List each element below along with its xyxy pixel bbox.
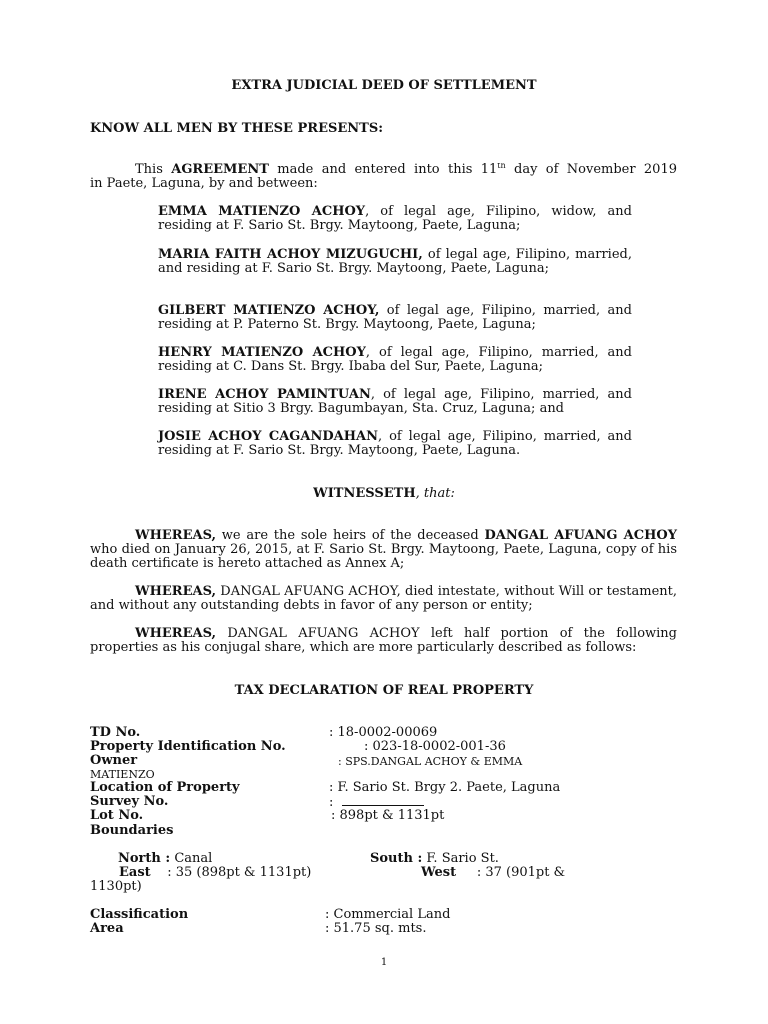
whereas-clause-2: WHEREAS, DANGAL AFUANG ACHOY, died intestate, without Will or testament, and without any outstanding debts in favor of any person or entity; (90, 584, 677, 613)
survey-value: : (329, 795, 424, 810)
party-emma: EMMA MATIENZO ACHOY, of legal age, Filipino, widow, and residing at F. Sario St. Brgy. Maytoong, Paete, Laguna; (158, 204, 632, 233)
opening-line: KNOW ALL MEN BY THESE PRESENTS: (90, 121, 384, 136)
party-irene: IRENE ACHOY PAMINTUAN, of legal age, Filipino, married, and residing at Sitio 3 Brgy. Bagumbayan, Sta. Cruz, Laguna; and (158, 387, 632, 416)
location-label: Location of Property (90, 780, 240, 795)
whereas-clause-3: WHEREAS, DANGAL AFUANG ACHOY left half portion of the following properties as his conjugal share, which are more particularly described as follows: (90, 626, 677, 655)
party-josie: JOSIE ACHOY CAGANDAHAN, of legal age, Filipino, married, and residing at F. Sario St. Brgy. Maytoong, Paete, Laguna. (158, 429, 632, 458)
td-label: TD No. (90, 725, 141, 740)
owner-value-continued: MATIENZO (90, 768, 155, 781)
boundary-south: South : F. Sario St. (370, 851, 499, 866)
boundary-west-continued: 1130pt) (90, 879, 142, 894)
boundaries-label: Boundaries (90, 823, 174, 838)
pin-label: Property Identification No. (90, 739, 286, 754)
witnesseth-heading: WITNESSETH, that: (313, 486, 455, 501)
survey-label: Survey No. (90, 794, 169, 809)
td-value: : 18-0002-00069 (329, 725, 438, 740)
page-number: 1 (380, 957, 388, 968)
boundary-north: North : Canal (118, 851, 213, 866)
party-henry: HENRY MATIENZO ACHOY, of legal age, Filipino, married, and residing at C. Dans St. Brgy. Ibaba del Sur, Paete, Laguna; (158, 345, 632, 374)
classification-value: : Commercial Land (325, 907, 451, 922)
area-label: Area (90, 921, 124, 936)
boundary-east: East : 35 (898pt & 1131pt) (119, 865, 312, 880)
tax-declaration-title: TAX DECLARATION OF REAL PROPERTY (234, 683, 534, 698)
owner-value: : SPS.DANGAL ACHOY & EMMA (338, 755, 523, 768)
document-title: EXTRA JUDICIAL DEED OF SETTLEMENT (231, 78, 537, 93)
agreement-line-2: in Paete, Laguna, by and between: (90, 176, 318, 191)
lot-label: Lot No. (90, 808, 144, 823)
agreement-line-1: This AGREEMENT made and entered into this 11th day of November 2019 (135, 163, 677, 177)
area-value: : 51.75 sq. mts. (325, 921, 427, 936)
boundary-west: West : 37 (901pt & (421, 865, 566, 880)
pin-value: : 023-18-0002-001-36 (364, 739, 506, 754)
owner-label: Owner (90, 753, 138, 768)
party-gilbert: GILBERT MATIENZO ACHOY, of legal age, Filipino, married, and residing at P. Paterno St. Brgy. Maytoong, Paete, Laguna; (158, 303, 632, 332)
survey-blank-line (342, 795, 424, 806)
lot-value: : 898pt & 1131pt (331, 808, 445, 823)
party-maria-faith: MARIA FAITH ACHOY MIZUGUCHI, of legal age, Filipino, married, and residing at F. Sario St. Brgy. Maytoong, Paete, Laguna; (158, 247, 632, 276)
whereas-clause-1: WHEREAS, we are the sole heirs of the deceased DANGAL AFUANG ACHOY who died on January 26, 2015, at F. Sario St. Brgy. Maytoong, Paete, Laguna, copy of his death certificate is hereto attached as Annex A; (90, 528, 677, 571)
classification-label: Classification (90, 907, 189, 922)
location-value: : F. Sario St. Brgy 2. Paete, Laguna (329, 780, 561, 795)
